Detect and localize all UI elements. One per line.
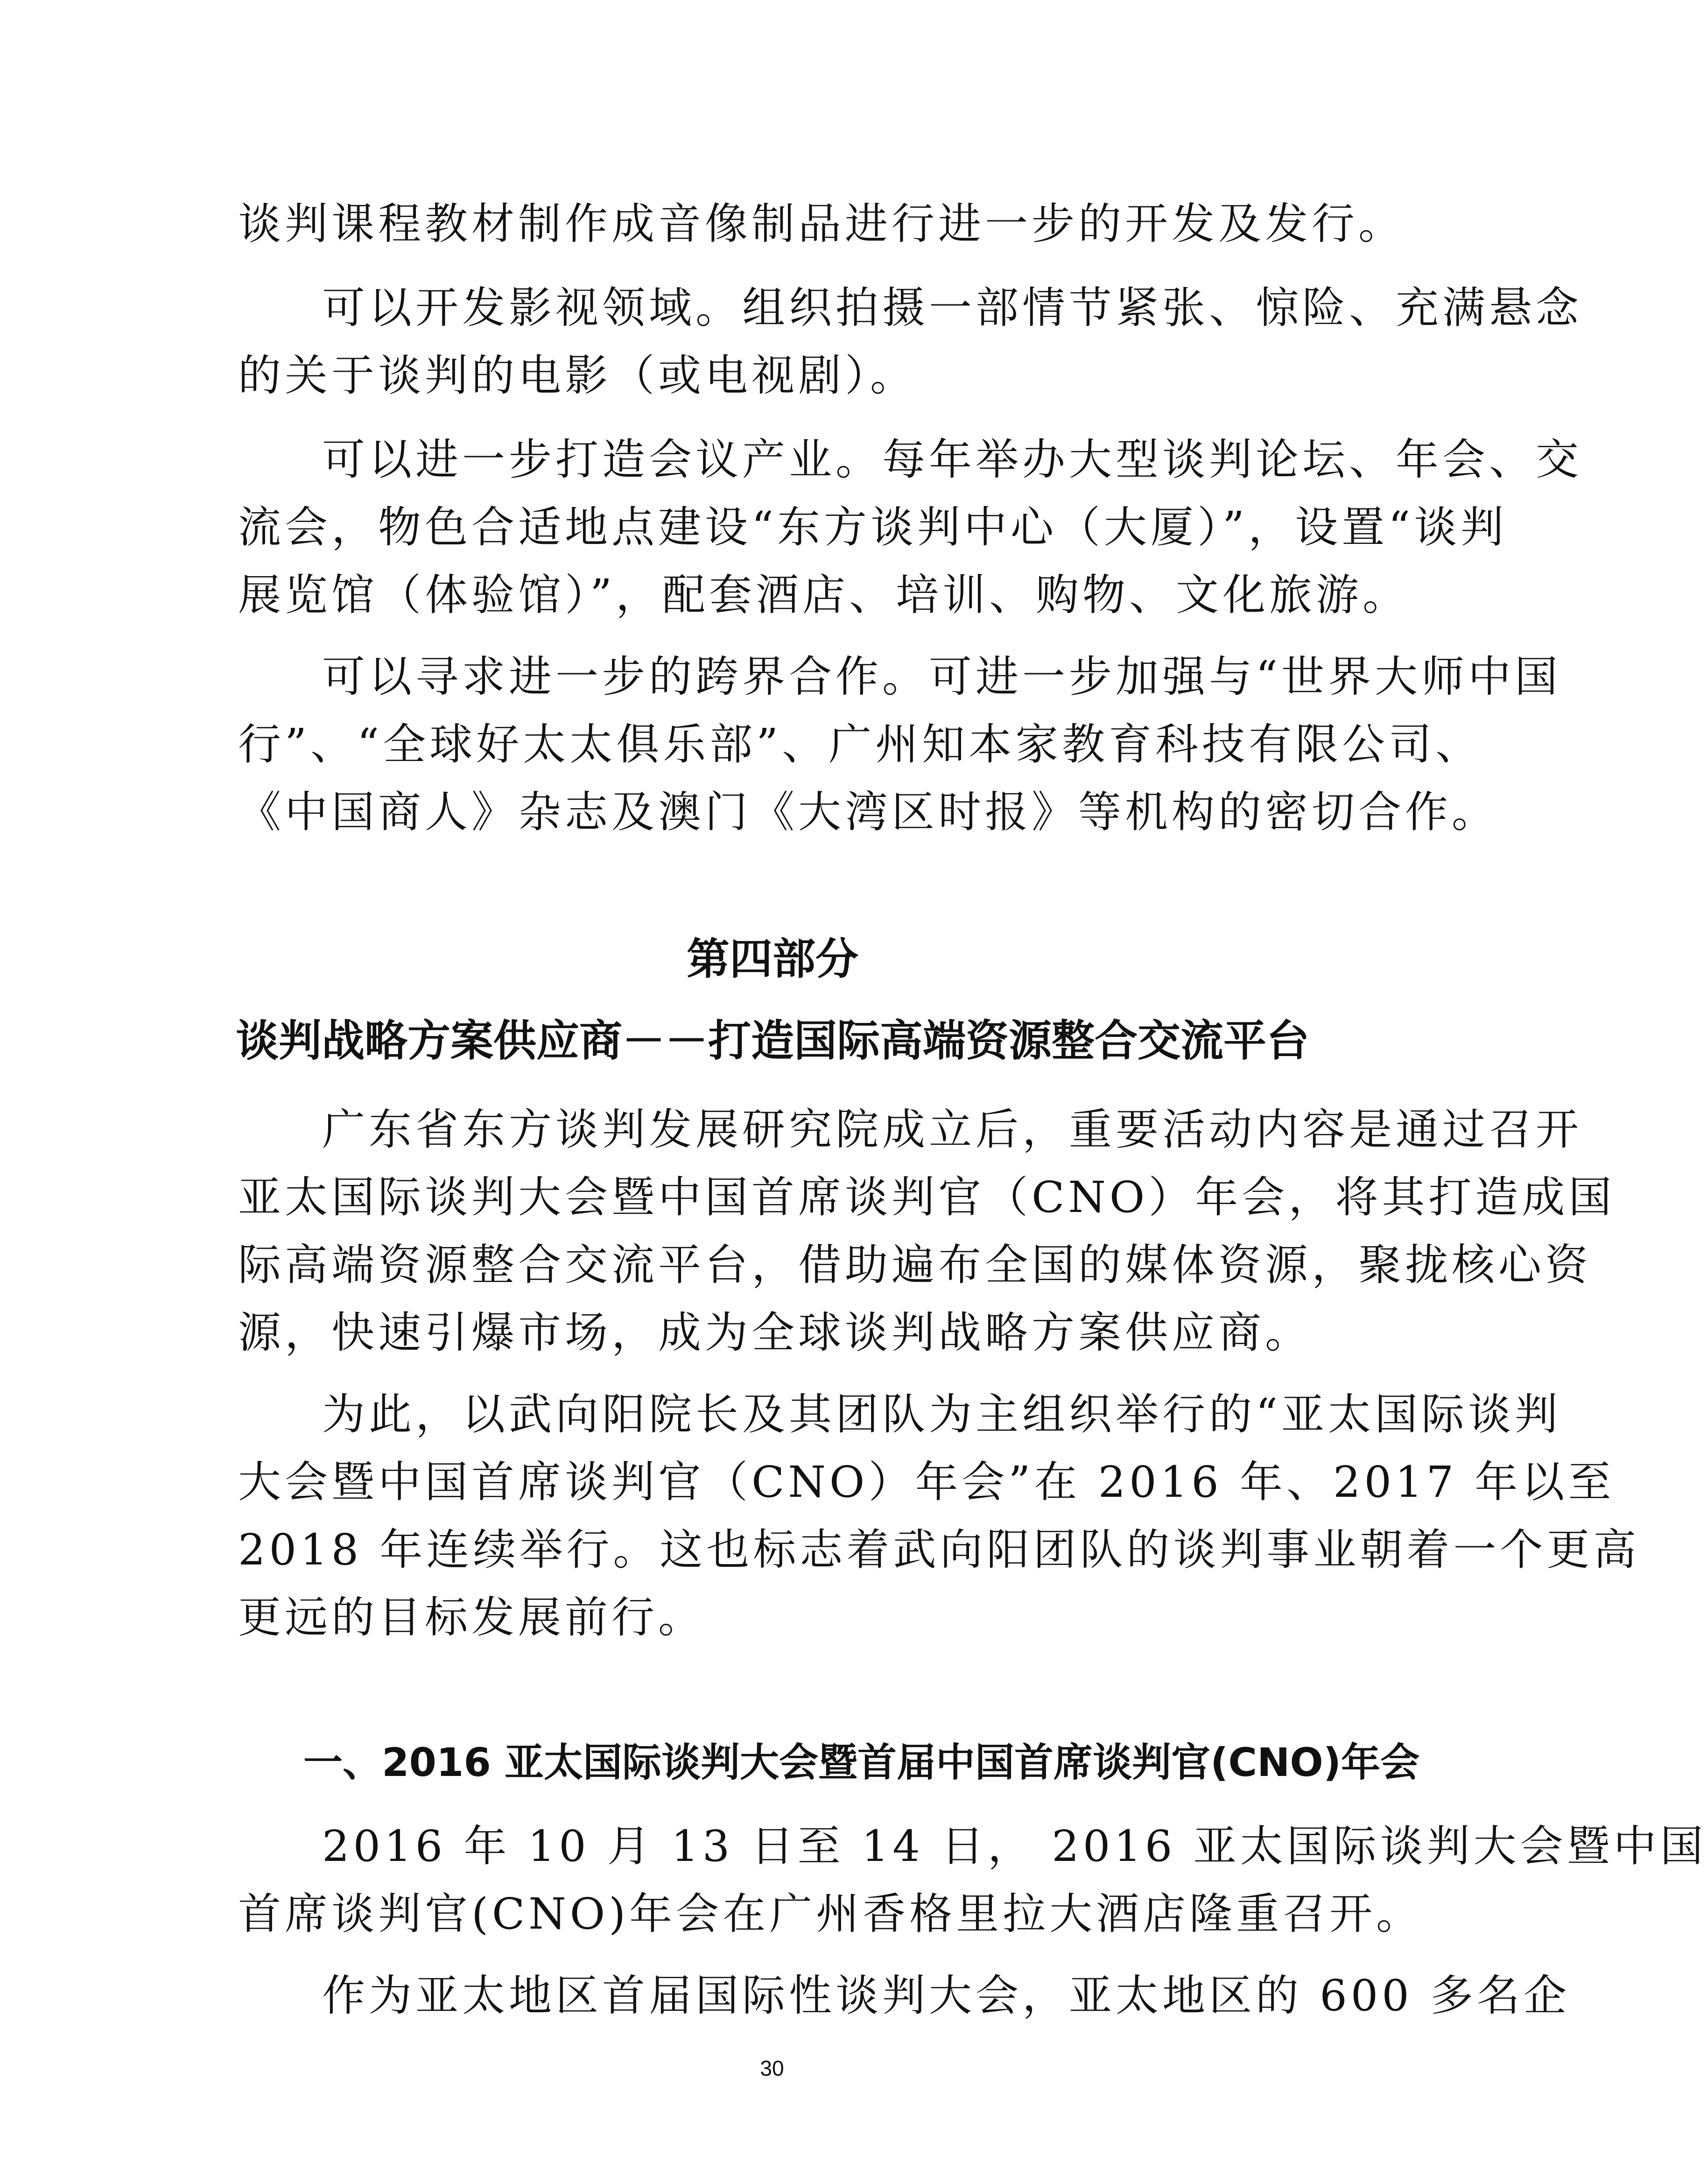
paragraph-line: 际高端资源整合交流平台，借助遍布全国的媒体资源，聚拢核心资 xyxy=(238,1240,1592,1290)
paragraph-line: 可以进一步打造会议产业。每年举办大型谈判论坛、年会、交 xyxy=(322,435,1583,485)
paragraph-line: 为此，以武向阳院长及其团队为主组织举行的“亚太国际谈判 xyxy=(322,1389,1562,1439)
paragraph-line: 行”、“全球好太太俱乐部”、广州知本家教育科技有限公司、 xyxy=(238,719,1482,769)
paragraph-line: 广东省东方谈判发展研究院成立后，重要活动内容是通过召开 xyxy=(322,1105,1583,1155)
paragraph-line: 作为亚太地区首届国际性谈判大会，亚太地区的 600 多名企 xyxy=(322,1971,1571,2021)
part-subtitle: 谈判战略方案供应商－－打造国际高端资源整合交流平台 xyxy=(235,1016,1309,1066)
paragraph-line: 可以寻求进一步的跨界合作。可进一步加强与“世界大师中国 xyxy=(322,652,1562,702)
paragraph-line: 可以开发影视领域。组织拍摄一部情节紧张、惊险、充满悬念 xyxy=(322,283,1583,333)
part-title: 第四部分 xyxy=(686,934,858,984)
paragraph-line: 大会暨中国首席谈判官（CNO）年会”在 2016 年、2017 年以至 xyxy=(238,1457,1615,1507)
subsection-title: 一、2016 亚太国际谈判大会暨首届中国首席谈判官(CNO)年会 xyxy=(303,1740,1420,1785)
paragraph-line: 2016 年 10 月 13 日至 14 日， 2016 亚太国际谈判大会暨中国 xyxy=(322,1821,1707,1871)
paragraph-line: 源，快速引爆市场，成为全球谈判战略方案供应商。 xyxy=(238,1308,1312,1358)
paragraph-line: 谈判课程教材制作成音像制品进行进一步的开发及发行。 xyxy=(238,199,1405,249)
paragraph-line: 2018 年连续举行。这也标志着武向阳团队的谈判事业朝着一个更高 xyxy=(238,1525,1640,1575)
paragraph-line: 首席谈判官(CNO)年会在广州香格里拉大酒店隆重召开。 xyxy=(238,1889,1423,1939)
paragraph-line: 展览馆（体验馆）”，配套酒店、培训、购物、文化旅游。 xyxy=(238,570,1410,620)
page-number: 30 xyxy=(760,2056,784,2080)
paragraph-line: 的关于谈判的电影（或电视剧）。 xyxy=(238,351,917,401)
paragraph-line: 更远的目标发展前行。 xyxy=(238,1592,705,1642)
paragraph-line: 流会，物色合适地点建设“东方谈判中心（大厦）”，设置“谈判 xyxy=(238,502,1508,552)
paragraph-line: 亚太国际谈判大会暨中国首席谈判官（CNO）年会，将其打造成国 xyxy=(238,1172,1616,1222)
paragraph-line: 《中国商人》杂志及澳门《大湾区时报》等机构的密切合作。 xyxy=(238,787,1499,837)
